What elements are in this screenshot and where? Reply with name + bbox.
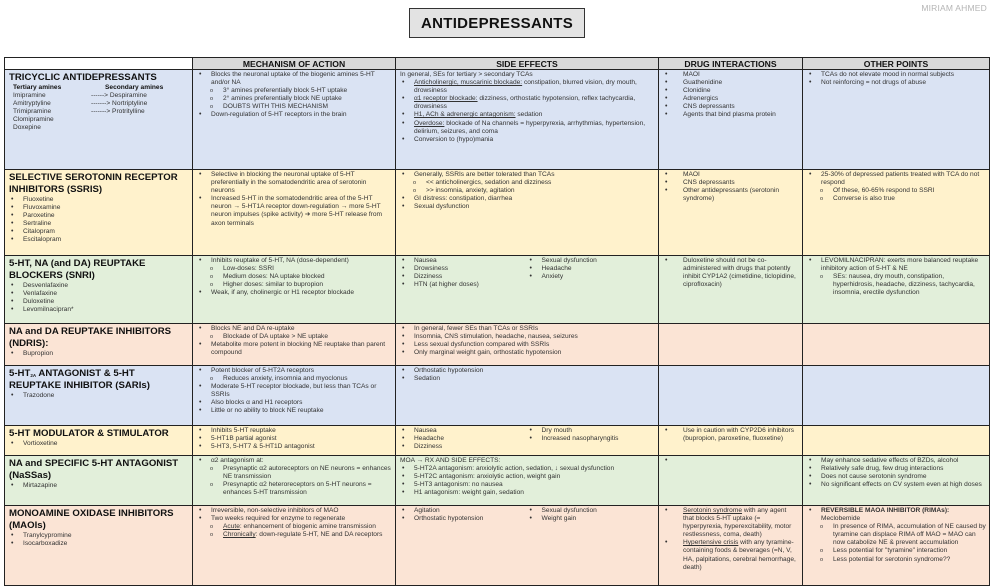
list-item: • Generally, SSRIs are better tolerated than TCAs [400,171,655,179]
list-subitem: o DOUBTS WITH THIS MECHANISM [197,103,392,111]
list-item: • Dizziness [400,273,528,281]
list-subitem: o Less potential for serotonin syndrome?? [807,556,986,564]
antidepressants-table [4,57,990,586]
list-item: • LEVOMILNACIPRAN: exerts more balanced reuptake inhibitory action of 5-HT & NE [807,257,986,273]
drug-name: • Venlafaxine [9,290,189,298]
drug-name: • Mirtazapine [9,482,189,490]
list-subitem: o >> insomnia, anxiety, agitation [400,187,655,195]
list-item: • Sexual dysfunction [528,257,656,265]
drug-name: • Desvenlafaxine [9,282,189,290]
header-blank [5,58,193,70]
list-item: • Inhibits reuptake of 5-HT, NA (dose-dependent) [197,257,392,265]
list-subitem: o Reduces anxiety, insomnia and myoclonus [197,375,392,383]
other-points-cell [803,456,990,506]
list-item: • Inhibits 5-HT reuptake [197,427,392,435]
list-item: • Not reinforcing = not drugs of abuse [807,79,986,87]
list-item: • 5-HT2A antagonism: anxiolytic action, sedation, ↓ sexual dysfunction [400,465,655,473]
list-subitem: o Presynaptic α2 autoreceptors on NE neurons = enhances NE transmission [197,465,392,481]
side-effects-cell [396,506,659,586]
list-item: • Irreversible, non-selective inhibitors of MAO [197,507,392,515]
list-item: • Serotonin syndrome with any agent that blocks 5-HT uptake (= hyperpyrexia, hyperexcitability, motor restlessness, coma, death) [663,507,799,539]
list-item: • Hypertensive crisis with any tyramine-containing foods & beverages (=N, V, HA, palpitations, cerebral hemorrhage, death) [663,539,799,571]
list-item: • May enhance sedative effects of BZDs, alcohol [807,457,986,465]
tertiary-label: Tertiary amines [13,84,62,91]
list-subitem: o Of these, 60-65% respond to SSRI [807,187,986,195]
drug-name: • Citalopram [9,228,189,236]
list-item: • Adrenergics [663,95,799,103]
class-cell [5,324,193,366]
side-effects-cell [396,70,659,170]
side-effects-cell [396,426,659,456]
list-subitem: o Blockade of DA uptake > NE uptake [197,333,392,341]
list-item: • Overdose: blockade of Na channels = hyperpyrexia, arrhythmias, hypertension, delirium, seizures, and coma [400,120,655,136]
moa-cell [193,366,396,426]
row-maoi [5,506,990,586]
header-mechanism: MECHANISM OF ACTION [193,58,396,70]
drug-name: • Fluoxetine [9,196,189,204]
list-subitem: o SEs: nausea, dry mouth, constipation, hyperhidrosis, headache, dizziness, tachycardia, insomnia, erectile dysfunction [807,273,986,297]
author-name: MIRIAM AHMED [921,3,987,13]
class-title: NA and SPECIFIC 5-HT ANTAGONIST (NaSSas) [9,458,179,481]
side-effects-cell [396,170,659,256]
list-item: • H1 antagonism: weight gain, sedation [400,489,655,497]
list-item: • In general, fewer SEs than TCAs or SSRIs [400,325,655,333]
header-side-effects: SIDE EFFECTS [396,58,659,70]
header-drug-interactions: DRUG INTERACTIONS [659,58,803,70]
list-item: • Selective in blocking the neuronal uptake of 5-HT preferentially in the somatodendritic area of serotonin neurons [197,171,392,195]
other-points-cell [803,170,990,256]
list-subitem: o Medium doses: NA uptake blocked [197,273,392,281]
class-cell [5,426,193,456]
list-item: • Does not cause serotonin syndrome [807,473,986,481]
list-item: • REVERSIBLE MAOA INHIBITOR (RIMAs): Meclobemide [807,507,986,523]
list-item: • Increased nasopharyngitis [528,435,656,443]
drug-name: -------> Nortriptyline [91,100,148,108]
header-other-points: OTHER POINTS [803,58,990,70]
list-item: • Two weeks required for enzyme to regenerate [197,515,392,523]
list-item: • Metabolite more potent in blocking NE reuptake than parent compound [197,341,392,357]
class-cell [5,70,193,170]
list-item: • Orthostatic hypotension [400,515,528,523]
list-subitem: o Converse is also true [807,195,986,203]
list-item: • Sedation [400,375,655,383]
list-subitem: o Chronically: down-regulate 5-HT, NE and DA receptors [197,531,392,539]
row-ndri [5,324,990,366]
drug-name: • Levomilnacipran* [9,306,189,314]
moa-cell [193,456,396,506]
other-points-cell [803,426,990,456]
list-item: • Conversion to (hypo)mania [400,136,655,144]
list-subitem: o << anticholinergics, sedation and dizziness [400,179,655,187]
list-subitem: o Less potential for "tyramine" interaction [807,547,986,555]
drug-interactions-cell [659,366,803,426]
list-item: • Little or no ability to block NE reuptake [197,407,392,415]
list-item: • Anxiety [528,273,656,281]
drug-name: • Bupropion [9,350,189,358]
secondary-label: Secondary amines [105,84,164,91]
side-effects-cell [396,456,659,506]
drug-name: • Fluvoxamine [9,204,189,212]
drug-interactions-cell [659,170,803,256]
class-title: MONOAMINE OXIDASE INHIBITORS (MAOIs) [9,508,174,531]
row-nassa [5,456,990,506]
list-item: • GI distress: constipation, diarrhea [400,195,655,203]
moa-cell [193,70,396,170]
list-item: • Blocks NE and DA re-uptake [197,325,392,333]
class-title: 5-HT, NA (and DA) REUPTAKE BLOCKERS (SNRI) [9,258,146,281]
drug-name: • Escitalopram [9,236,189,244]
drug-name: Amitryptyline [13,100,51,108]
class-cell [5,366,193,426]
list-item: • Sexual dysfunction [528,507,656,515]
class-cell [5,506,193,586]
drug-interactions-cell [659,506,803,586]
other-points-cell [803,506,990,586]
drug-name: • Vortioxetine [9,440,189,448]
row-sari [5,366,990,426]
page-title: ANTIDEPRESSANTS [409,8,585,38]
list-item: • Duloxetine should not be co-administered with drugs that potently inhibit CYP1A2 (cimetidine, ticlopidine, ciprofloxacin) [663,257,799,289]
drug-name: • Isocarboxadize [9,540,189,548]
moa-cell [193,256,396,324]
drug-name: ------> Despiramine [91,92,147,100]
intro-text: In general, SEs for tertiary > secondary TCAs [400,71,533,78]
list-item: • Potent blocker of 5-HT2A receptors [197,367,392,375]
intro-text: MOA → RX AND SIDE EFFECTS: [400,457,501,464]
class-title: NA and DA REUPTAKE INHIBITORS (NDRIS): [9,326,172,349]
list-item: • CNS depressants [663,179,799,187]
list-item: • Down-regulation of 5-HT receptors in the brain [197,111,392,119]
list-item: • Dizziness [400,443,528,451]
list-item: • CNS depressants [663,103,799,111]
list-item: • HTN (at higher doses) [400,281,528,289]
list-subitem: o Acute: enhancement of biogenic amine transmission [197,523,392,531]
list-item: • 5-HT1B partial agonist [197,435,392,443]
drug-interactions-cell [659,70,803,170]
side-effects-cell [396,366,659,426]
drug-name: • Paroxetine [9,212,189,220]
list-item: • Only marginal weight gain, orthostatic hypotension [400,349,655,357]
class-cell [5,256,193,324]
drug-name: • Sertraline [9,220,189,228]
other-points-cell [803,70,990,170]
list-subitem: o Presynaptic α2 heteroreceptors on 5-HT neurons = enhances 5-HT transmission [197,481,392,497]
list-item: • Increased 5-HT in the somatodendritic area of the 5-HT neuron → 5-HT1A receptor down-regulation → more 5-HT neuron impulses (spike activity) ➔ more 5-HT release from axon terminals [197,195,392,227]
drug-name: Clomipramine [13,116,54,124]
moa-cell [193,324,396,366]
list-item: • Drowsiness [400,265,528,273]
moa-cell [193,426,396,456]
drug-name: • Tranylcypromine [9,532,189,540]
list-item: • Insomnia, CNS stimulation, headache, nausea, seizures [400,333,655,341]
list-item: • Weight gain [528,515,656,523]
list-item: • Less sexual dysfunction compared with SSRIs [400,341,655,349]
list-item: • Moderate 5-HT receptor blockade, but less than TCAs or SSRIs [197,383,392,399]
list-item: • 5-HT3, 5-HT7 & 5-HT1D antagonist [197,443,392,451]
drug-interactions-cell [659,324,803,366]
list-item: • Weak, if any, cholinergic or H1 receptor blockade [197,289,392,297]
list-item: • MAOI [663,71,799,79]
list-item: • 5-HT2C antagonism: anxiolytic action, weight gain [400,473,655,481]
list-item: • Agents that bind plasma protein [663,111,799,119]
class-title: 5-HT MODULATOR & STIMULATOR [9,428,169,439]
amine-list [9,84,189,133]
class-cell [5,456,193,506]
list-item: • Relatively safe drug, few drug interactions [807,465,986,473]
other-points-cell [803,256,990,324]
drug-name: • Trazodone [9,392,189,400]
list-item: • TCAs do not elevate mood in normal subjects [807,71,986,79]
list-subitem: o 3° amines preferentially block 5-HT uptake [197,87,392,95]
list-item: • Sexual dysfunction [400,203,655,211]
side-effects-cell [396,256,659,324]
list-subitem: o In presence of RIMA, accumulation of NE caused by tyramine can displace RIMA off MAO = MAO can now catabolize NE & prevent accumulation [807,523,986,547]
row-snri [5,256,990,324]
drug-name: Trimipramine [13,108,52,116]
other-points-cell [803,366,990,426]
row-tca [5,70,990,170]
drug-interactions-cell [659,456,803,506]
row-ssri [5,170,990,256]
list-item: • Headache [528,265,656,273]
list-item: • Clonidine [663,87,799,95]
list-item: • Use in caution with CYP2D6 inhibitors (bupropion, paroxetine, fluoxetine) [663,427,799,443]
drug-name: -------> Protritylline [91,108,145,116]
list-item: • Also blocks α and H1 receptors [197,399,392,407]
list-item: • No significant effects on CV system even at high doses [807,481,986,489]
list-item: • 25-30% of depressed patients treated with TCA do not respond [807,171,986,187]
moa-cell [193,170,396,256]
drug-interactions-cell [659,426,803,456]
other-points-cell [803,324,990,366]
drug-name: Doxepine [13,124,41,132]
list-item: • Dry mouth [528,427,656,435]
list-item: • Nausea [400,257,528,265]
list-item: • Anticholinergic, muscarinic blockade: constipation, blurred vision, dry mouth, drowsiness [400,79,655,95]
list-subitem: o 2° amines preferentially block NE uptake [197,95,392,103]
list-item: • Guathenidine [663,79,799,87]
class-cell [5,170,193,256]
list-item: • H1, ACh & adrenergic antagonism: sedation [400,111,655,119]
side-effects-cell [396,324,659,366]
list-subitem: o Higher doses: similar to bupropion [197,281,392,289]
list-item: • Agitation [400,507,528,515]
drug-interactions-cell [659,256,803,324]
list-item: • α1 receptor blockade: dizziness, orthostatic hypotension, reflex tachycardia, drowsiness [400,95,655,111]
list-item: • Blocks the neuronal uptake of the biogenic amines 5-HT and/or NA [197,71,392,87]
list-item: • Nausea [400,427,528,435]
list-item: • 5-HT3 antagonism: no nausea [400,481,655,489]
list-item: • Other antidepressants (serotonin syndrome) [663,187,799,203]
table-header-row [5,58,990,70]
list-subitem: o Low-doses: SSRI [197,265,392,273]
drug-name: • Duloxetine [9,298,189,306]
class-title: $5-HT_{2A}$ ANTAGONIST & 5-HT REUPTAKE INHIBITOR (SARIs) [9,368,150,391]
list-item [663,457,799,465]
list-item: • Orthostatic hypotension [400,367,655,375]
list-item: • Headache [400,435,528,443]
class-title: TRICYCLIC ANTIDEPRESSANTS [9,72,157,83]
list-item: • MAOI [663,171,799,179]
row-modulator [5,426,990,456]
list-item: • α2 antagonism at: [197,457,392,465]
drug-name: Imipramine [13,92,46,100]
class-title: SELECTIVE SEROTONIN RECEPTOR INHIBITORS (SSRIS) [9,172,178,195]
moa-cell [193,506,396,586]
